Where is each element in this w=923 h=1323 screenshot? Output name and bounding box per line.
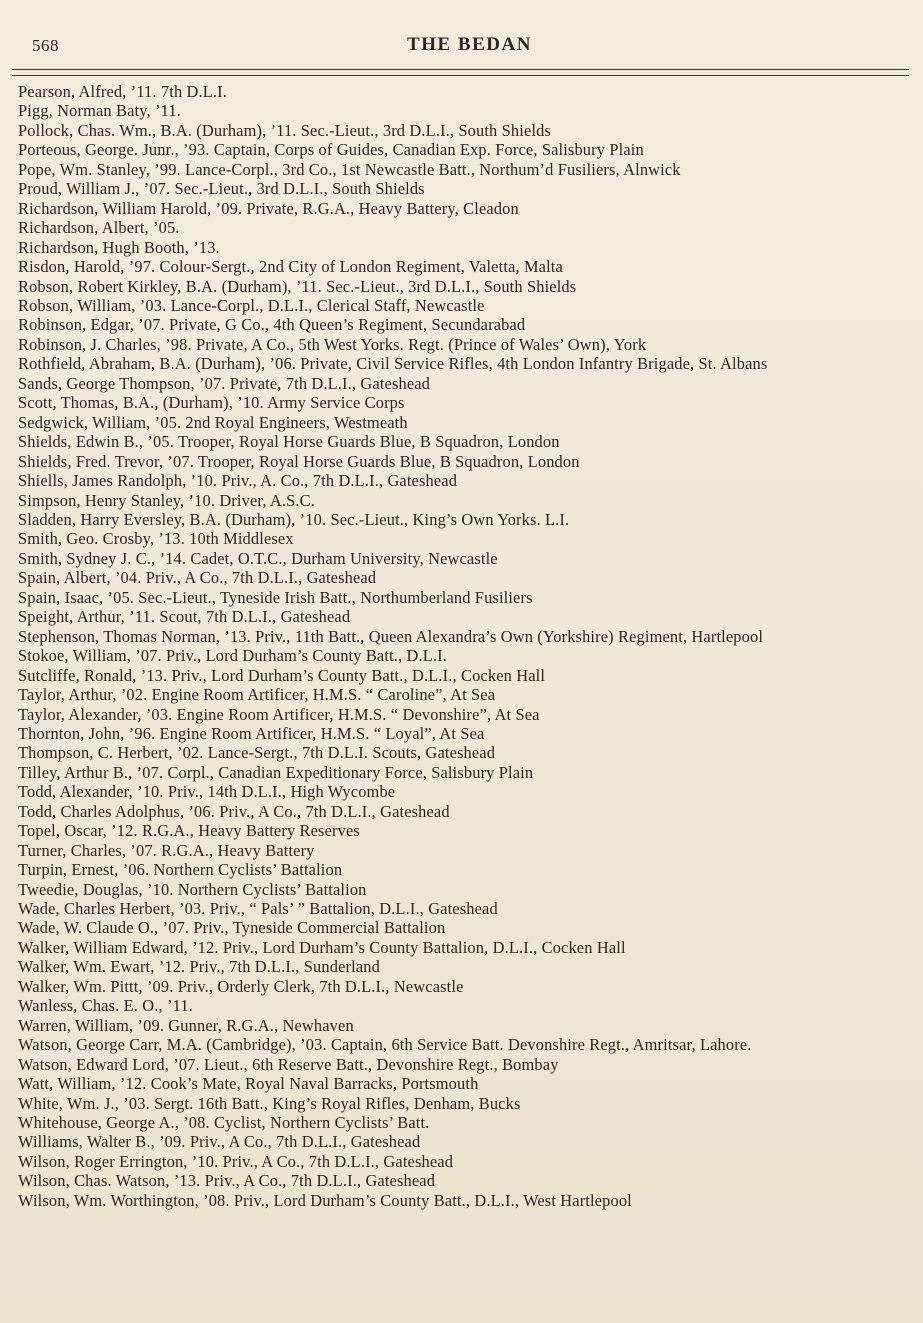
list-item: Richardson, Hugh Booth, ’13. — [18, 237, 220, 257]
list-item: Spain, Albert, ’04. Priv., A Co., 7th D.L.I., Gateshead — [18, 568, 377, 588]
list-item: Thompson, C. Herbert, ’02. Lance-Sergt., 7th D.L.I. Scouts, Gateshead — [18, 743, 496, 763]
list-item: White, Wm. J., ’03. Sergt. 16th Batt., King’s Royal Rifles, Denham, Bucks — [18, 1093, 521, 1113]
list-item: Whitehouse, George A., ’08. Cyclist, Northern Cyclists’ Batt. — [18, 1113, 430, 1133]
list-item: Wilson, Roger Errington, ’10. Priv., A Co., 7th D.L.I., Gateshead — [18, 1151, 454, 1171]
list-item: Shiells, James Randolph, ’10. Priv., A. Co., 7th D.L.I., Gateshead — [18, 471, 458, 491]
list-item: Tweedie, Douglas, ’10. Northern Cyclists’ Battalion — [18, 879, 367, 899]
list-item: Proud, William J., ’07. Sec.-Lieut., 3rd D.L.I., South Shields — [18, 179, 425, 199]
list-item: Smith, Geo. Crosby, ’13. 10th Middlesex — [18, 529, 294, 549]
list-item: Shields, Fred. Trevor, ’07. Trooper, Royal Horse Guards Blue, B Squadron, London — [18, 451, 580, 471]
list-item: Warren, William, ’09. Gunner, R.G.A., Newhaven — [18, 1015, 354, 1035]
list-item: Pearson, Alfred, ’11. 7th D.L.I. — [18, 82, 228, 101]
list-item: Pope, Wm. Stanley, ’99. Lance-Corpl., 3rd Co., 1st Newcastle Batt., Northum’d Fusiliers, Alnwick — [18, 159, 681, 179]
list-item: Taylor, Alexander, ’03. Engine Room Artificer, H.M.S. “ Devonshire”, At Sea — [18, 704, 540, 724]
list-item: Wilson, Wm. Worthington, ’08. Priv., Lord Durham’s County Batt., D.L.I., West Hartlepool — [18, 1190, 632, 1210]
list-item: Wanless, Chas. E. O., ’11. — [18, 996, 193, 1016]
list-item: Stephenson, Thomas Norman, ’13. Priv., 11th Batt., Queen Alexandra’s Own (Yorkshire) Regiment, Hartlepool — [18, 626, 764, 646]
list-item: Topel, Oscar, ’12. R.G.A., Heavy Battery Reserves — [18, 821, 360, 841]
list-item: Turner, Charles, ’07. R.G.A., Heavy Battery — [18, 840, 315, 860]
running-title: THE BEDAN — [407, 34, 532, 55]
list-item: Spain, Isaac, ’05. Sec.-Lieut., Tyneside Irish Batt., Northumberland Fusiliers — [18, 587, 533, 607]
list-item: Wade, Charles Herbert, ’03. Priv., “ Pals’ ” Battalion, D.L.I., Gateshead — [18, 899, 498, 919]
list-item: Walker, Wm. Ewart, ’12. Priv., 7th D.L.I., Sunderland — [18, 957, 380, 977]
header-rule — [12, 69, 909, 76]
list-item: Thornton, John, ’96. Engine Room Artificer, H.M.S. “ Loyal”, At Sea — [18, 723, 485, 743]
list-item: Richardson, William Harold, ’09. Private, R.G.A., Heavy Battery, Cleadon — [18, 198, 519, 218]
list-item: Todd, Charles Adolphus, ’06. Priv., A Co., 7th D.L.I., Gateshead — [18, 801, 450, 821]
list-item: Turpin, Ernest, ’06. Northern Cyclists’ Battalion — [18, 860, 343, 880]
list-item: Taylor, Arthur, ’02. Engine Room Artificer, H.M.S. “ Caroline”, At Sea — [18, 685, 496, 705]
list-item: Sutcliffe, Ronald, ’13. Priv., Lord Durham’s County Batt., D.L.I., Cocken Hall — [18, 665, 546, 685]
list-item: Williams, Walter B., ’09. Priv., A Co., 7th D.L.I., Gateshead — [18, 1132, 421, 1152]
list-item: Watson, Edward Lord, ’07. Lieut., 6th Reserve Batt., Devonshire Regt., Bombay — [18, 1054, 559, 1074]
list-item: Rothfield, Abraham, B.A. (Durham), ’06. Private, Civil Service Rifles, 4th London Infantry Brigade, St. Albans — [18, 354, 768, 374]
list-item: Walker, Wm. Pittt, ’09. Priv., Orderly Clerk, 7th D.L.I., Newcastle — [18, 976, 464, 996]
list-item: Pigg, Norman Baty, ’11. — [18, 101, 181, 121]
list-item: Simpson, Henry Stanley, ’10. Driver, A.S.C. — [18, 490, 316, 510]
list-item: Robinson, J. Charles, ’98. Private, A Co., 5th West Yorks. Regt. (Prince of Wales’ Own), York — [18, 334, 647, 354]
list-item: Risdon, Harold, ’97. Colour-Sergt., 2nd City of London Regiment, Valetta, Malta — [18, 257, 563, 277]
list-item: Robinson, Edgar, ’07. Private, G Co., 4th Queen’s Regiment, Secundarabad — [18, 315, 526, 335]
list-item: Robson, Robert Kirkley, B.A. (Durham), ’11. Sec.-Lieut., 3rd D.L.I., South Shields — [18, 276, 577, 296]
list-item: Sands, George Thompson, ’07. Private, 7th D.L.I., Gateshead — [18, 373, 431, 393]
list-item: Robson, William, ’03. Lance-Corpl., D.L.I., Clerical Staff, Newcastle — [18, 295, 485, 315]
page-header — [30, 34, 909, 62]
list-item: Scott, Thomas, B.A., (Durham), ’10. Army Service Corps — [18, 393, 405, 413]
list-item: Speight, Arthur, ’11. Scout, 7th D.L.I., Gateshead — [18, 607, 351, 627]
list-item: Wilson, Chas. Watson, ’13. Priv., A Co., 7th D.L.I., Gateshead — [18, 1171, 436, 1191]
list-item: Shields, Edwin B., ’05. Trooper, Royal Horse Guards Blue, B Squadron, London — [18, 432, 560, 452]
list-item: Watt, William, ’12. Cook’s Mate, Royal Naval Barracks, Portsmouth — [18, 1074, 479, 1094]
list-item: Pollock, Chas. Wm., B.A. (Durham), ’11. Sec.-Lieut., 3rd D.L.I., South Shields — [18, 120, 551, 140]
list-item: Richardson, Albert, ’05. — [18, 218, 180, 238]
list-item: Watson, George Carr, M.A. (Cambridge), ’03. Captain, 6th Service Batt. Devonshire Regt., Amritsar, Lahore. — [18, 1035, 752, 1055]
list-item: Sedgwick, William, ’05. 2nd Royal Engineers, Westmeath — [18, 412, 408, 432]
list-item: Todd, Alexander, ’10. Priv., 14th D.L.I., High Wycombe — [18, 782, 396, 802]
list-item: Wade, W. Claude O., ’07. Priv., Tyneside Commercial Battalion — [18, 918, 446, 938]
list-item: Walker, William Edward, ’12. Priv., Lord Durham’s County Battalion, D.L.I., Cocken Hall — [18, 937, 626, 957]
list-item: Tilley, Arthur B., ’07. Corpl., Canadian Expeditionary Force, Salisbury Plain — [18, 762, 534, 782]
list-item: Sladden, Harry Eversley, B.A. (Durham), ’10. Sec.-Lieut., King’s Own Yorks. L.I. — [18, 509, 570, 529]
roll-of-names-list — [18, 82, 911, 1210]
list-item: Smith, Sydney J. C., ’14. Cadet, O.T.C., Durham University, Newcastle — [18, 548, 498, 568]
page-number: 568 — [32, 36, 59, 55]
list-item: Porteous, George. Junr., ’93. Captain, Corps of Guides, Canadian Exp. Force, Salisbury Plain — [18, 140, 644, 160]
list-item: Stokoe, William, ’07. Priv., Lord Durham’s County Batt., D.L.I. — [18, 646, 447, 666]
